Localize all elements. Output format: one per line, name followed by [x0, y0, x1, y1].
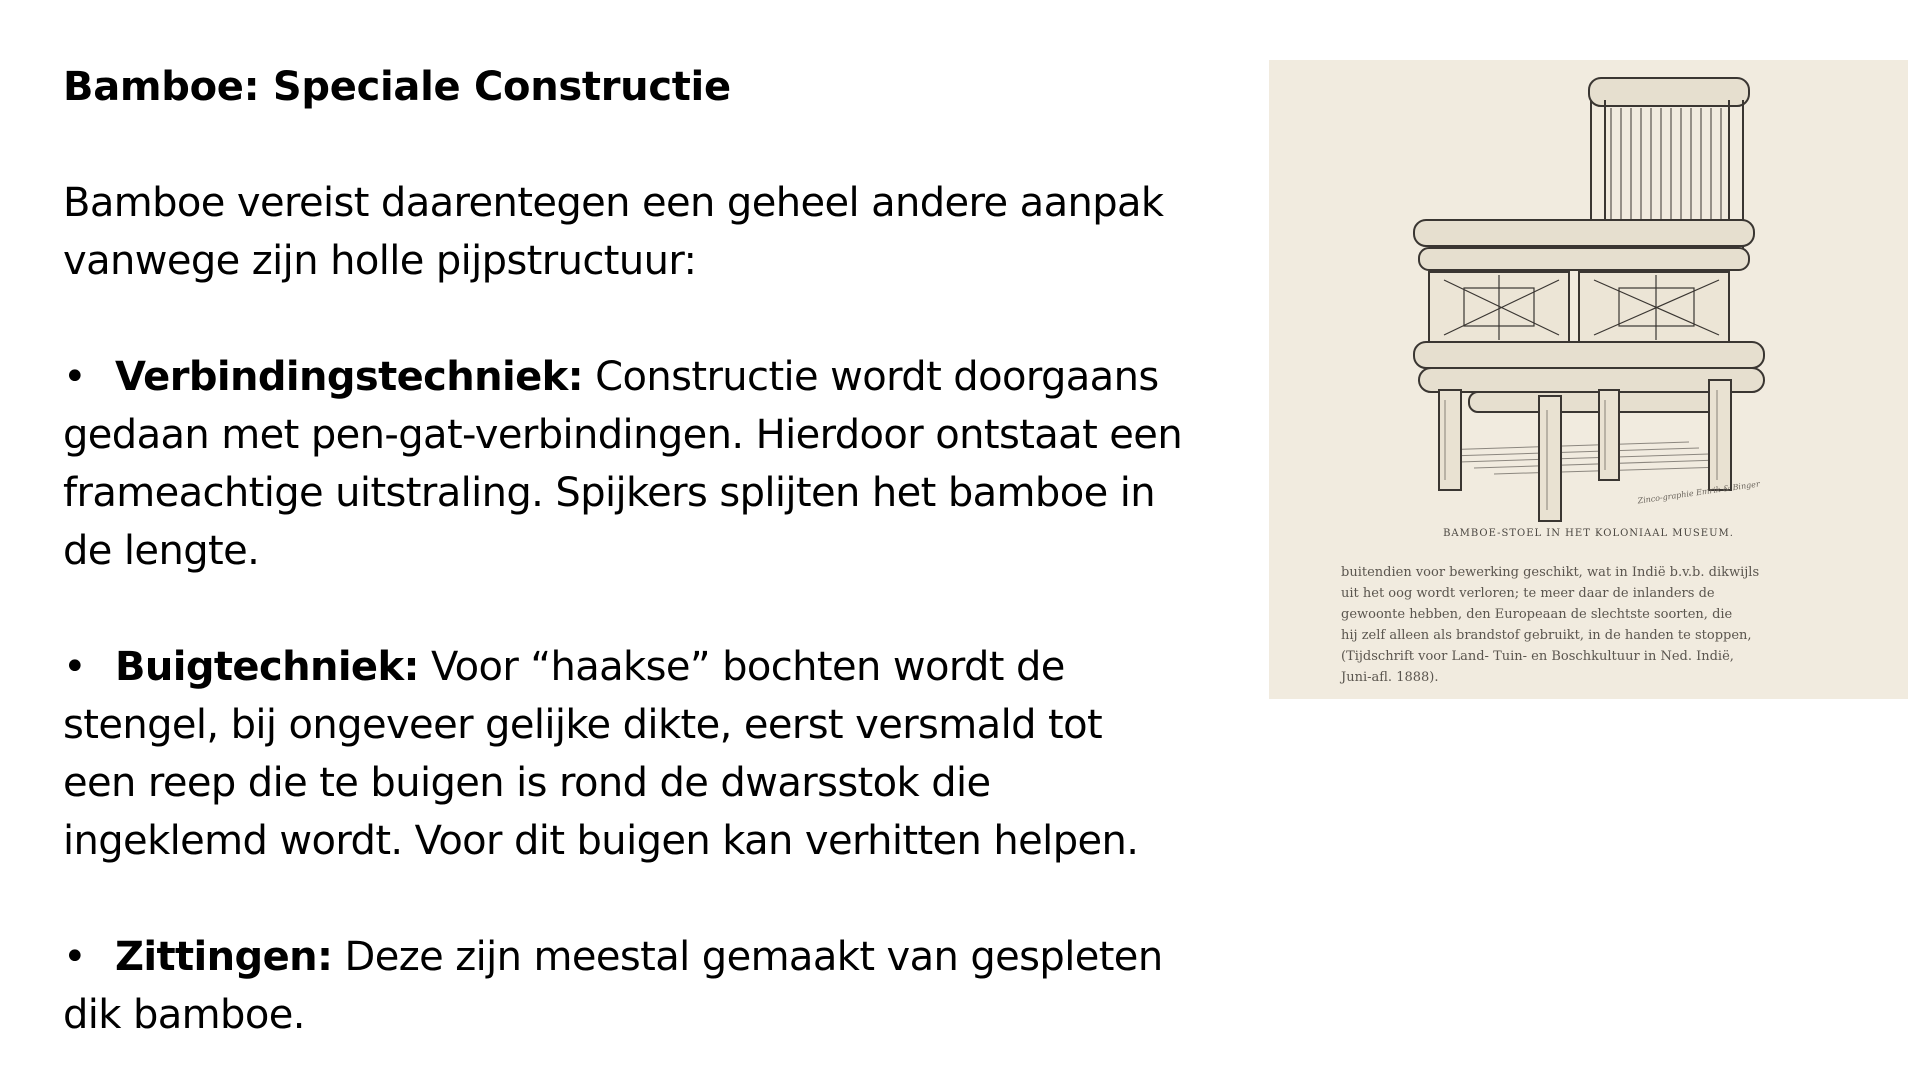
slide-title: Bamboe: Speciale Constructie [63, 64, 731, 110]
bullet-line: frameachtige uitstraling. Spijkers splijten het bamboe in [63, 470, 1155, 516]
bullet-line: gedaan met pen-gat-verbindingen. Hierdoor ontstaat een [63, 412, 1183, 458]
engraver-signature: Zinco-graphie Emrik & Binger [1636, 479, 1761, 506]
bullet-text: Deze zijn meestal gemaakt van gespleten [332, 934, 1163, 980]
figure-text-line: uit het oog wordt verloren; te meer daar de inlanders de [1341, 586, 1715, 601]
spacer [63, 116, 1253, 174]
spacer [63, 870, 1253, 928]
bullet-first-line [63, 638, 1253, 696]
bamboo-chair-illustration [1269, 60, 1908, 699]
figure-text-line: (Tijdschrift voor Land- Tuin- en Boschkultuur in Ned. Indië, [1341, 649, 1734, 664]
bullet-verbindingstechniek [63, 348, 1253, 580]
bullet-dot: • [63, 934, 86, 980]
bullet-term: Verbindingstechniek: [115, 354, 584, 400]
bullet-line: een reep die te buigen is rond de dwarsstok die [63, 760, 991, 806]
bullet-zittingen [63, 928, 1253, 1044]
figure-body-text [1341, 562, 1851, 688]
figure-text-line: buitendien voor bewerking geschikt, wat in Indië b.v.b. dikwijls [1341, 565, 1760, 580]
figure-text-line: Juni-afl. 1888). [1341, 670, 1439, 685]
bullet-line: ingeklemd wordt. Voor dit buigen kan verhitten helpen. [63, 818, 1139, 864]
spacer [63, 580, 1253, 638]
bullet-text: Voor “haakse” bochten wordt de [418, 644, 1065, 690]
bullet-term: Buigtechniek: [115, 644, 419, 690]
text-column [63, 58, 1253, 1044]
bullet-text: Constructie wordt doorgaans [583, 354, 1159, 400]
bullet-dot: • [63, 644, 86, 690]
intro-line-2: vanwege zijn holle pijpstructuur: [63, 238, 697, 284]
intro-line-1: Bamboe vereist daarentegen een geheel andere aanpak [63, 180, 1164, 226]
bullet-buigtechniek [63, 638, 1253, 870]
bullet-line: stengel, bij ongeveer gelijke dikte, eerst versmald tot [63, 702, 1103, 748]
spacer [63, 290, 1253, 348]
bullet-first-line [63, 928, 1253, 986]
bullet-term: Zittingen: [115, 934, 333, 980]
figure-caption: BAMBOE-STOEL IN HET KOLONIAAL MUSEUM. [1443, 528, 1734, 539]
bullet-dot: • [63, 354, 86, 400]
figure-text-line: gewoonte hebben, den Europeaan de slechtste soorten, die [1341, 607, 1733, 622]
bullet-line: de lengte. [63, 528, 260, 574]
bullet-first-line [63, 348, 1253, 406]
bullet-line: dik bamboe. [63, 992, 305, 1038]
figure-text-line: hij zelf alleen als brandstof gebruikt, in de handen te stoppen, [1341, 628, 1752, 643]
